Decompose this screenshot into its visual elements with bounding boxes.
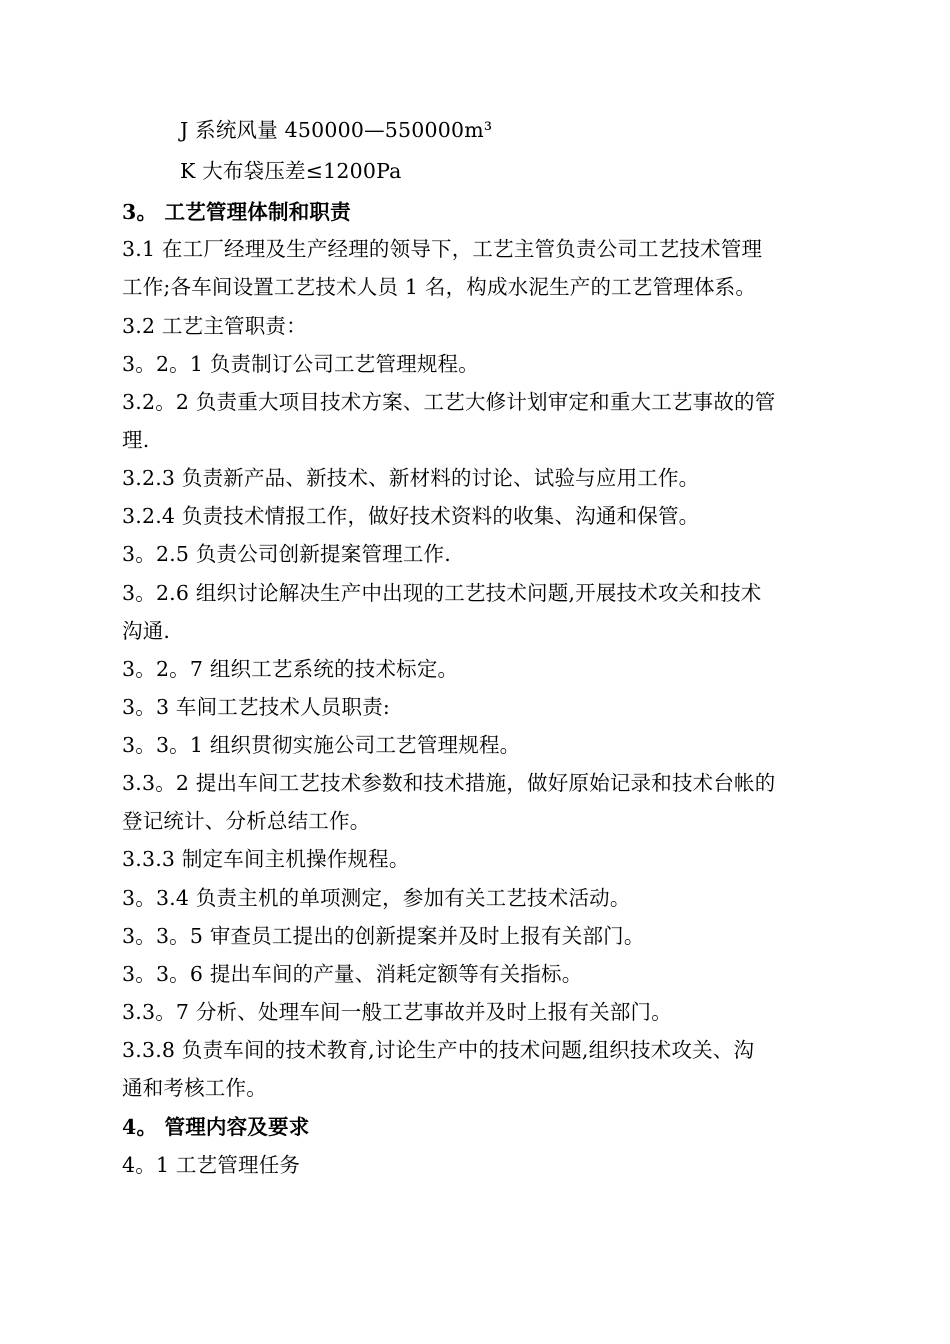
- paragraph-line: 3。3。1 组织贯彻实施公司工艺管理规程。: [122, 733, 521, 757]
- paragraph-line: 理.: [122, 428, 150, 452]
- paragraph-line: 3。3。5 审查员工提出的创新提案并及时上报有关部门。: [122, 924, 645, 948]
- paragraph-line: 3。2.6 组织讨论解决生产中出现的工艺技术问题,开展技术攻关和技术: [122, 581, 762, 605]
- paragraph-line: 3。2。7 组织工艺系统的技术标定。: [122, 657, 459, 681]
- paragraph-line: 3。2.5 负责公司创新提案管理工作.: [122, 542, 451, 566]
- section-heading-4: 4。 管理内容及要求: [122, 1115, 310, 1139]
- paragraph-line: 通和考核工作。: [122, 1076, 267, 1100]
- paragraph-line: 3。3.4 负责主机的单项测定，参加有关工艺技术活动。: [122, 886, 631, 910]
- paragraph-line: 3.2。2 负责重大项目技术方案、工艺大修计划审定和重大工艺事故的管: [122, 390, 776, 414]
- spec-line-k: K 大布袋压差≤1200Pa: [180, 159, 402, 183]
- spec-line-j: J 系统风量 450000—550000m³: [180, 118, 493, 142]
- paragraph-line: 登记统计、分析总结工作。: [122, 809, 371, 833]
- subsection-heading: 3。3 车间工艺技术人员职责:: [122, 695, 391, 719]
- subsection-heading: 4。1 工艺管理任务: [122, 1153, 301, 1177]
- paragraph-line: 3。3。6 提出车间的产量、消耗定额等有关指标。: [122, 962, 583, 986]
- paragraph-line: 3.1 在工厂经理及生产经理的领导下，工艺主管负责公司工艺技术管理: [122, 237, 763, 261]
- paragraph-line: 3.3。7 分析、处理车间一般工艺事故并及时上报有关部门。: [122, 1000, 672, 1024]
- paragraph-line: 3.3.8 负责车间的技术教育,讨论生产中的技术问题,组织技术攻关、沟: [122, 1038, 755, 1062]
- paragraph-line: 3.3。2 提出车间工艺技术参数和技术措施，做好原始记录和技术台帐的: [122, 771, 776, 795]
- subsection-heading: 3.2 工艺主管职责：: [122, 314, 307, 338]
- paragraph-line: 3.2.3 负责新产品、新技术、新材料的讨论、试验与应用工作。: [122, 466, 700, 490]
- paragraph-line: 工作;各车间设置工艺技术人员 1 名，构成水泥生产的工艺管理体系。: [122, 275, 757, 299]
- paragraph-line: 沟通.: [122, 619, 171, 643]
- section-heading-3: 3。 工艺管理体制和职责: [122, 200, 351, 224]
- paragraph-line: 3.2.4 负责技术情报工作，做好技术资料的收集、沟通和保管。: [122, 504, 700, 528]
- paragraph-line: 3.3.3 制定车间主机操作规程。: [122, 847, 410, 871]
- paragraph-line: 3。2。1 负责制订公司工艺管理规程。: [122, 352, 479, 376]
